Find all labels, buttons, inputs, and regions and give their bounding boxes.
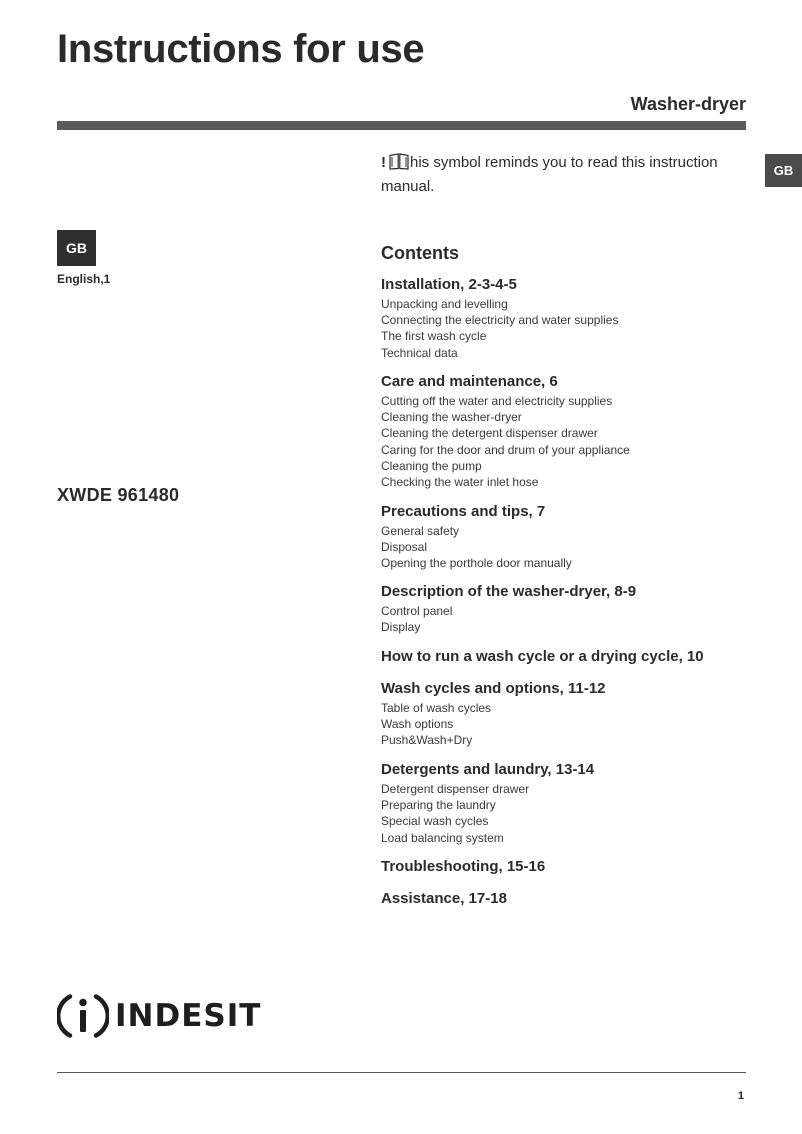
language-label: English,1 (57, 272, 111, 286)
document-subtitle: Washer-dryer (630, 94, 746, 114)
contents-section (381, 760, 761, 846)
section-item: Push&Wash+Dry (381, 733, 473, 748)
section-title: Description of the washer-dryer, 8-9 (381, 583, 637, 600)
section-item: Control panel (381, 604, 453, 618)
footer-divider (57, 1072, 746, 1073)
section-item: General safety (381, 524, 460, 538)
section-item: Cutting off the water and electricity supplies (381, 394, 613, 408)
section-item: Technical data (381, 345, 458, 360)
contents-section (381, 857, 761, 878)
section-item: Checking the water inlet hose (381, 475, 539, 490)
book-icon (389, 153, 409, 176)
section-item: Detergent dispenser drawer (381, 782, 530, 796)
section-title: How to run a wash cycle or a drying cycle, 10 (381, 648, 704, 665)
section-item: Special wash cycles (381, 814, 489, 829)
document-title: Instructions for use (57, 27, 425, 71)
exclamation-mark: ! (381, 154, 386, 171)
section-item: Cleaning the detergent dispenser drawer (381, 426, 598, 441)
section-item: Cleaning the pump (381, 458, 482, 473)
section-item: Table of wash cycles (381, 701, 492, 715)
section-title: Detergents and laundry, 13-14 (381, 761, 595, 778)
contents-section (381, 679, 761, 749)
contents-heading: Contents (381, 243, 459, 263)
section-item: Preparing the laundry (381, 798, 496, 813)
contents-section (381, 889, 761, 910)
page-number: 1 (737, 1090, 744, 1102)
read-manual-notice (381, 152, 751, 197)
contents-section (381, 502, 761, 572)
section-item: Connecting the electricity and water supplies (381, 313, 619, 328)
section-title: Installation, 2-3-4-5 (381, 276, 517, 293)
brand-logo (57, 990, 261, 1042)
section-item: Caring for the door and drum of your appliance (381, 442, 630, 457)
section-title: Wash cycles and options, 11-12 (381, 680, 606, 697)
contents-section (381, 582, 761, 635)
indesit-logo-icon (57, 990, 109, 1042)
section-item: Wash options (381, 717, 454, 732)
brand-wordmark: INDESIT (115, 997, 262, 1034)
section-title: Troubleshooting, 15-16 (381, 858, 546, 875)
section-item: Display (381, 620, 421, 635)
section-item: Load balancing system (381, 830, 504, 845)
section-title: Precautions and tips, 7 (381, 503, 546, 520)
model-number: XWDE 961480 (57, 485, 180, 505)
section-item: The first wash cycle (381, 329, 487, 344)
section-item: Cleaning the washer-dryer (381, 410, 522, 425)
notice-text: his symbol reminds you to read this instruction manual. (381, 154, 718, 195)
language-badge: GB (57, 230, 96, 266)
contents-section (381, 275, 761, 361)
language-side-tab: GB (765, 154, 802, 187)
header-divider (57, 121, 746, 130)
section-item: Disposal (381, 540, 428, 555)
section-title: Care and maintenance, 6 (381, 373, 558, 390)
contents-section (381, 372, 761, 490)
contents-section (381, 647, 761, 668)
section-item: Unpacking and levelling (381, 297, 508, 311)
section-item: Opening the porthole door manually (381, 556, 572, 571)
section-title: Assistance, 17-18 (381, 890, 507, 907)
